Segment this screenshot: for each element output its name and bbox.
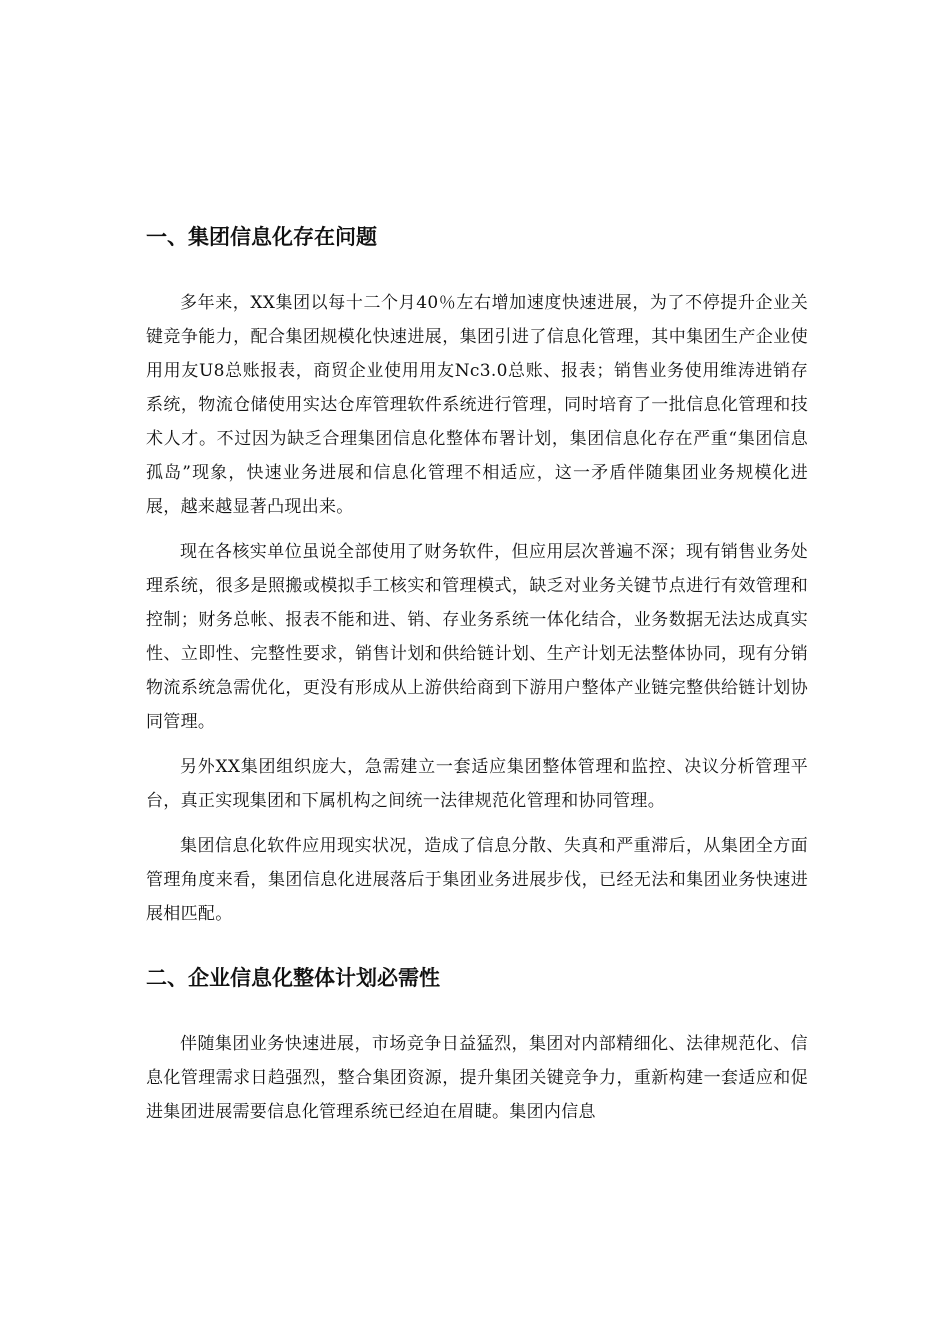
section-heading-1: 一、集团信息化存在问题 [146, 225, 377, 249]
section-heading-2: 二、企业信息化整体计划必需性 [146, 966, 440, 990]
section-1-paragraph-1: 多年来，XX集团以每十二个月40％左右增加速度快速进展，为了不停提升企业关键竞争能力，配合集团规模化快速进展，集团引进了信息化管理，其中集团生产企业使用用友U8总账报表，商贸企业使用用友Nc3.0总账、报表；销售业务使用维涛进销存系统，物流仓储使用实达仓库管理软件系统进行管理，同时培育了一批信息化管理和技术人才。不过因为缺乏合理集团信息化整体布署计划，集团信息化存在严重“集团信息孤岛”现象，快速业务进展和信息化管理不相适应，这一矛盾伴随集团业务规模化进展，越来越显著凸现出来。 [146, 293, 808, 517]
section-2-paragraph-1: 伴随集团业务快速进展，市场竞争日益猛烈，集团对内部精细化、法律规范化、信息化管理需求日趋强烈，整合集团资源，提升集团关键竞争力，重新构建一套适应和促进集团进展需要信息化管理系统已经迫在眉睫。集团内信息 [146, 1034, 808, 1122]
section-1-paragraph-3: 另外XX集团组织庞大，急需建立一套适应集团整体管理和监控、决议分析管理平台，真正实现集团和下属机构之间统一法律规范化管理和协同管理。 [146, 757, 808, 811]
section-1-paragraph-4: 集团信息化软件应用现实状况，造成了信息分散、失真和严重滞后，从集团全方面管理角度来看，集团信息化进展落后于集团业务进展步伐，已经无法和集团业务快速进展相匹配。 [146, 836, 808, 924]
document-body [146, 222, 808, 1140]
section-1-paragraph-2: 现在各核实单位虽说全部使用了财务软件，但应用层次普遍不深；现有销售业务处理系统，很多是照搬或模拟手工核实和管理模式，缺乏对业务关键节点进行有效管理和控制；财务总帐、报表不能和进、销、存业务系统一体化结合，业务数据无法达成真实性、立即性、完整性要求，销售计划和供给链计划、生产计划无法整体协同，现有分销物流系统急需优化，更没有形成从上游供给商到下游用户整体产业链完整供给链计划协同管理。 [146, 542, 808, 732]
